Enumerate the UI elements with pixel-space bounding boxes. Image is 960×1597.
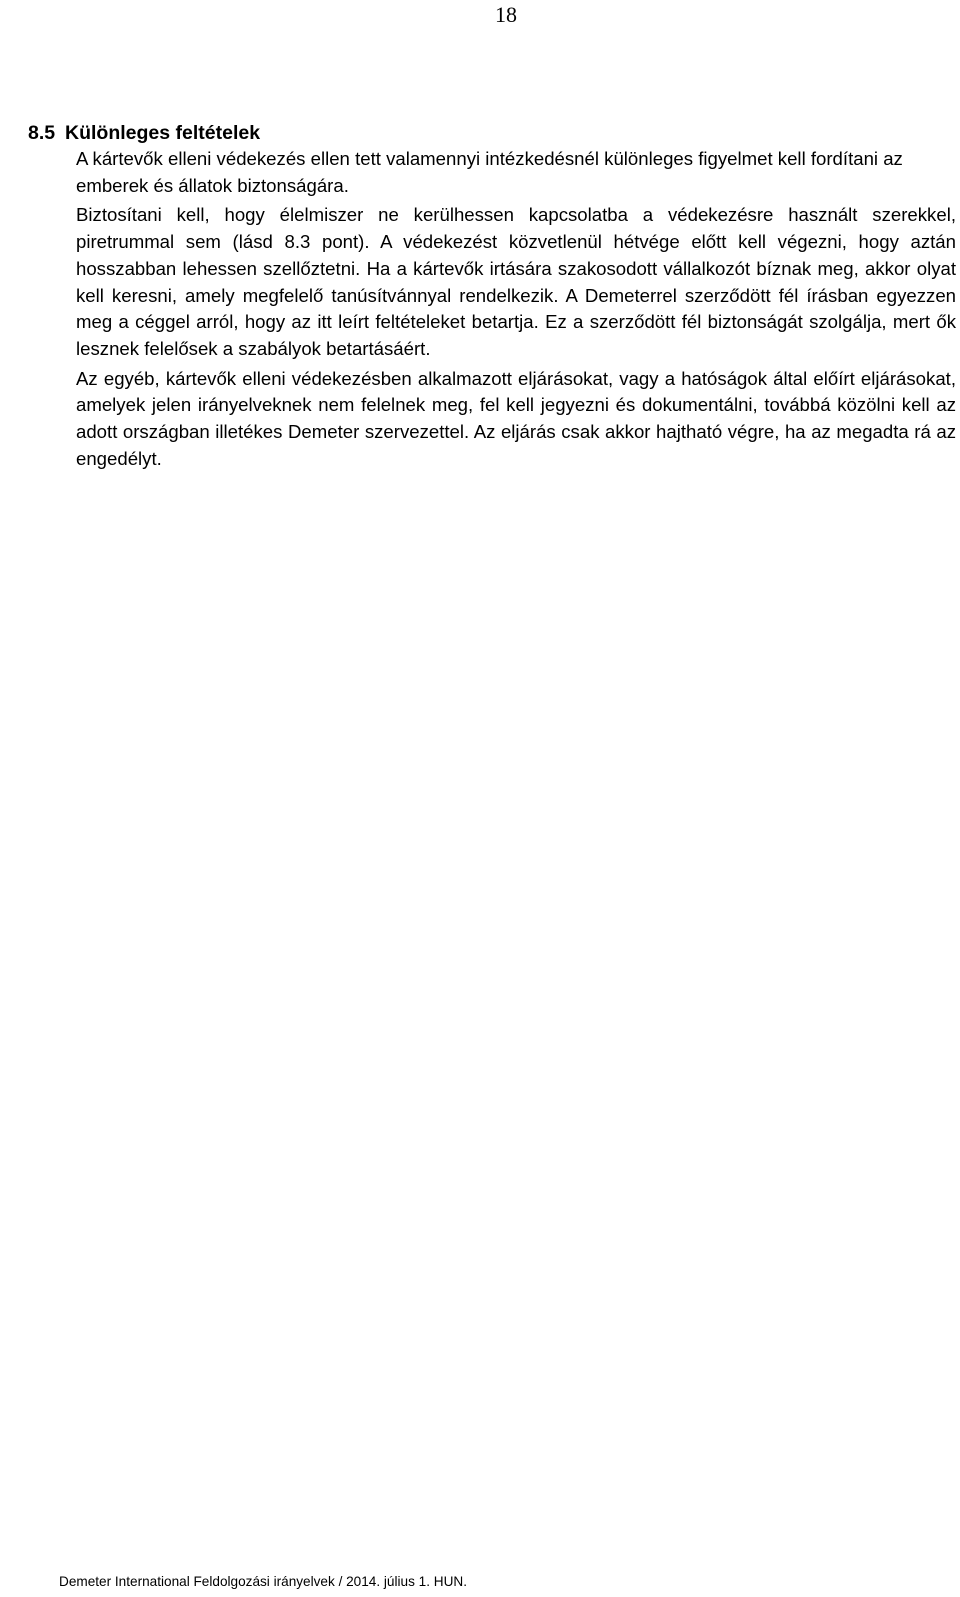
section-body (76, 146, 956, 472)
section-8-5 (28, 120, 958, 472)
section-number: 8.5 (28, 122, 56, 144)
paragraph-procedures: Az egyéb, kártevők elleni védekezésben alkalmazott eljárásokat, vagy a hatóságok által előírt eljárásokat, amelyek jelen irányelveknek nem felelnek meg, fel kell jegyezni és dokumentálni, továbbá közölni kell az adott országban illetékes Demeter szervezettel. Az eljárás csak akkor hajtható végre, ha az megadta rá az engedélyt. (76, 367, 956, 469)
section-title: Különleges feltételek (65, 122, 261, 144)
page-footer: Demeter International Feldolgozási irányelvek / 2014. július 1. HUN. (59, 1574, 468, 1589)
page-number: 18 (495, 2, 517, 27)
section-heading (28, 120, 958, 146)
paragraph-safety: Biztosítani kell, hogy élelmiszer ne kerülhessen kapcsolatba a védekezésre használt szerekkel, piretrummal sem (lásd 8.3 pont). A védekezést közvetlenül hétvége előtt kell végezni, hogy aztán hosszabban lehessen szellőztetni. Ha a kártevők irtására szakosodott vállalkozót bíznak meg, akkor olyat kell keresni, amely megfelelő tanúsítvánnyal rendelkezik. A Demeterrel szerződött fél írásban egyezzen meg a céggel arról, hogy az itt leírt feltételeket betartja. Ez a szerződött fél biztonságát szolgálja, mert ők lesznek felelősek a szabályok betartásáért. (76, 204, 956, 359)
intro-paragraph: A kártevők elleni védekezés ellen tett valamennyi intézkedésnél különleges figyelmet kell fordítani az emberek és állatok biztonságára. (76, 148, 903, 196)
